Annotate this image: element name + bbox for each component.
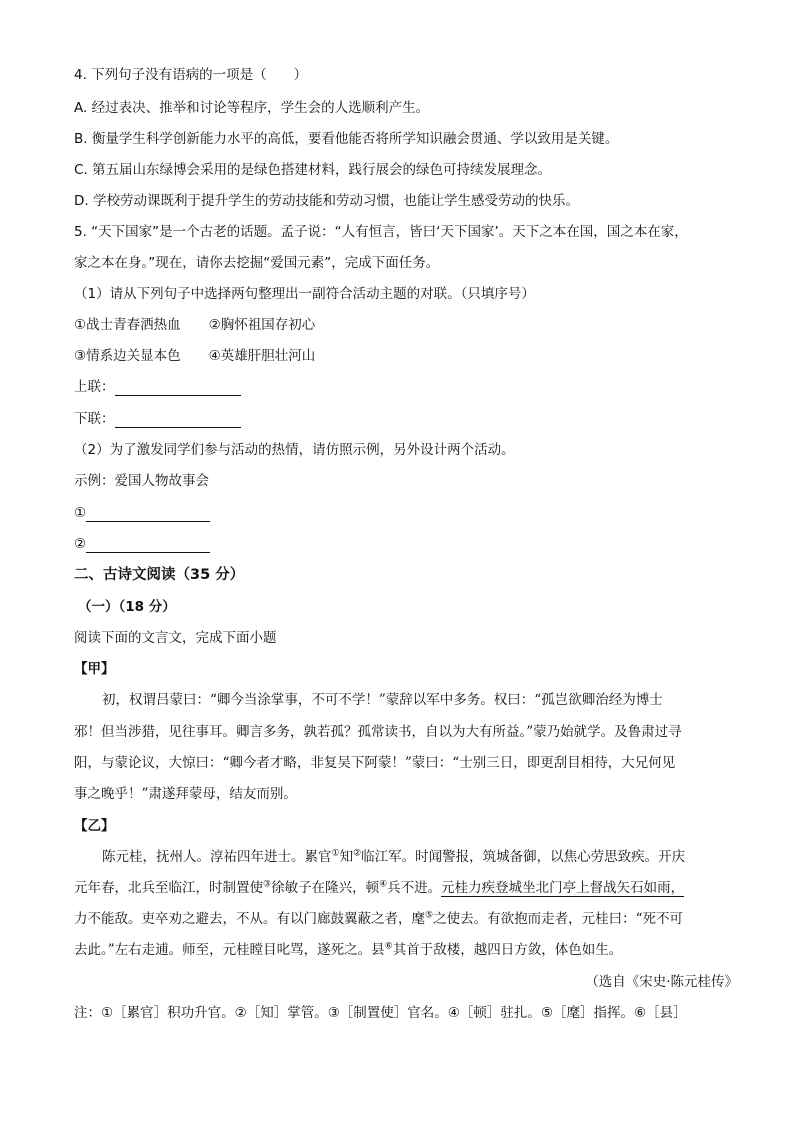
q5-opt2: ②胸怀祖国存初心 bbox=[208, 317, 316, 333]
upper-couplet-line bbox=[74, 378, 241, 396]
q5-example: 示例：爱国人物故事会 bbox=[74, 473, 209, 489]
footnote-marker-6: ⑥ bbox=[384, 941, 393, 952]
q5-line1: 5. “天下国家”是一个古老的话题。孟子说：“人有恒言，皆曰‘天下国家’。天下之本在国，国之本在家， bbox=[74, 224, 688, 240]
q5-line2: 家之本在身。”现在，请你去挖掘“爱国元素”，完成下面任务。 bbox=[74, 255, 440, 271]
passage-jia-line: 阳，与蒙论议，大惊曰：“卿今者才略，非复吴下阿蒙！”蒙曰：“士别三日，即更刮目相待，大兄何见 bbox=[74, 755, 676, 771]
upper-couplet-label: 上联： bbox=[74, 379, 115, 395]
q5-opt4: ④英雄肝胆壮河山 bbox=[208, 348, 316, 364]
activity-mark-1: ① bbox=[74, 505, 87, 521]
activity-line-1 bbox=[74, 504, 210, 522]
q4-option-b: B. 衡量学生科学创新能力水平的高低，要看他能否将所学知识融会贯通、学以致用是关键。 bbox=[74, 131, 619, 147]
passage-jia-line: 邪！但当涉猎，见往事耳。卿言多务，孰若孤？孤常读书，自以为大有所益。”蒙乃始就学。及鲁肃过寻 bbox=[74, 724, 682, 740]
part-one-title: （一）（18 分） bbox=[78, 599, 176, 615]
footnote-marker-3: ③ bbox=[263, 879, 272, 890]
passage-yi-line-4: 去此。”左右走逋。师至，元桂瞠目叱骂，遂死之。县⑥其首于敌楼，越四日方敛，体色如生。 bbox=[74, 941, 623, 958]
section-title: 二、古诗文阅读（35 分） bbox=[74, 567, 245, 583]
lower-couplet-blank[interactable] bbox=[115, 413, 241, 428]
footnote-marker-2: ② bbox=[353, 848, 362, 859]
q5-opt3: ③情系边关显本色 bbox=[74, 348, 181, 364]
activity-line-2 bbox=[74, 535, 210, 553]
upper-couplet-blank[interactable] bbox=[115, 381, 241, 396]
q5-sub1: （1）请从下列句子中选择两句整理出一副符合活动主题的对联。（只填序号） bbox=[74, 286, 535, 302]
q4-stem: 4. 下列句子没有语病的一项是（ ） bbox=[74, 67, 308, 83]
reading-instruction: 阅读下面的文言文，完成下面小题 bbox=[74, 630, 277, 646]
passage-yi-line-1: 陈元桂，抚州人。淳祐四年进士。累官①知②临江军。时闻警报，筑城备御，以焦心劳思致疾。开庆 bbox=[102, 848, 686, 865]
activity-blank-2[interactable] bbox=[86, 538, 210, 553]
lower-couplet-label: 下联： bbox=[74, 411, 115, 427]
passage-yi-label: 【乙】 bbox=[74, 818, 115, 834]
passage-source: （选自《宋史·陈元桂传》 bbox=[585, 974, 738, 990]
passage-jia-label: 【甲】 bbox=[74, 661, 115, 677]
passage-yi-line-2: 元年春，北兵至临江，时制置使③徐敏子在隆兴，顿④兵不进。元桂力疾登城坐北门亭上督战矢石如雨， bbox=[74, 879, 685, 896]
footnotes: 注：①［累官］积功升官。②［知］掌管。③［制置使］官名。④［顿］驻扎。⑤［麾］指挥。⑥［县］ bbox=[74, 1005, 687, 1021]
footnote-marker-1: ① bbox=[331, 848, 340, 859]
lower-couplet-line bbox=[74, 410, 241, 428]
passage-jia-line: 初，权谓吕蒙曰：“卿今当涂掌事，不可不学！”蒙辞以军中多务。权曰：“孤岂欲卿治经为博士 bbox=[102, 692, 663, 708]
q5-sub2: （2）为了激发同学们参与活动的热情，请仿照示例，另外设计两个活动。 bbox=[74, 442, 515, 458]
activity-blank-1[interactable] bbox=[86, 507, 210, 522]
q4-option-a: A. 经过表决、推举和讨论等程序，学生会的人选顺利产生。 bbox=[74, 100, 430, 116]
q5-options-row2 bbox=[74, 347, 315, 365]
activity-mark-2: ② bbox=[74, 536, 87, 552]
q5-opt1: ①战士青春洒热血 bbox=[74, 317, 181, 333]
q5-options-row1 bbox=[74, 316, 315, 334]
underlined-sentence: 元桂力疾登城坐北门亭上督战矢石如雨， bbox=[441, 880, 685, 896]
q4-option-d: D. 学校劳动课既利于提升学生的劳动技能和劳动习惯，也能让学生感受劳动的快乐。 bbox=[74, 193, 579, 209]
q4-option-c: C. 第五届山东绿博会采用的是绿色搭建材料，践行展会的绿色可持续发展理念。 bbox=[74, 162, 552, 178]
passage-yi-line-3: 力不能敌。吏卒劝之避去，不从。有以门廊鼓翼蔽之者，麾⑤之使去。有欲抱而走者，元桂曰：“死不可 bbox=[74, 910, 683, 927]
passage-jia-line: 事之晚乎！”肃遂拜蒙母，结友而别。 bbox=[74, 786, 297, 802]
footnote-marker-5: ⑤ bbox=[425, 910, 434, 921]
footnote-marker-4: ④ bbox=[379, 879, 388, 890]
